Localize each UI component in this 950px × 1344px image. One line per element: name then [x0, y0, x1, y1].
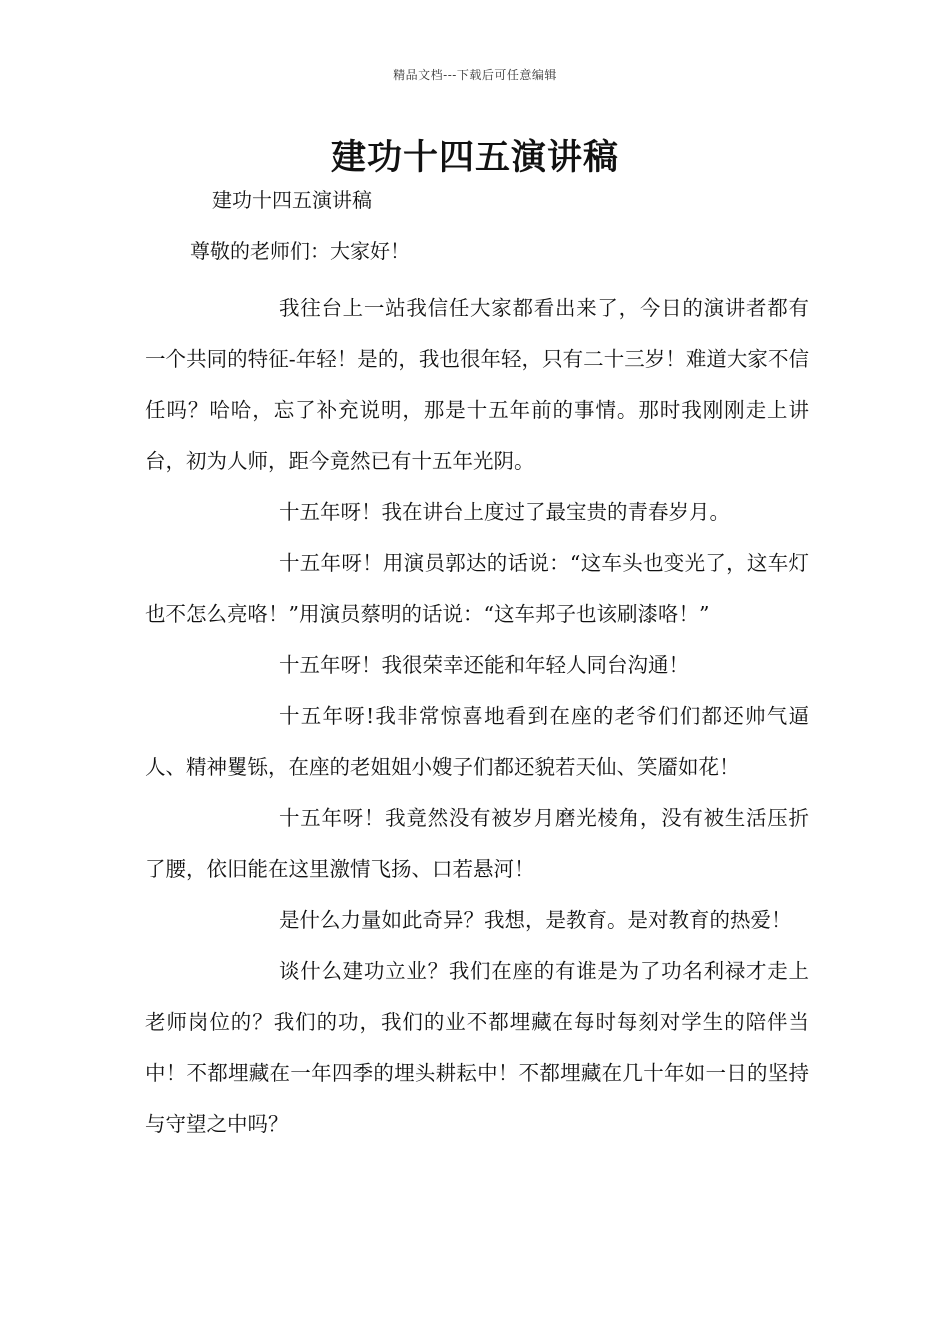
document-subtitle: 建功十四五演讲稿 [212, 188, 372, 212]
speech-body [145, 283, 809, 1150]
paragraph: 十五年呀！用演员郭达的话说：“这车头也变光了，这车灯也不怎么亮咯！”用演员蔡明的话说：“这车邦子也该刷漆咯！” [145, 551, 809, 626]
page-header-note: 精品文档---下载后可任意编辑 [393, 68, 557, 82]
paragraph: 十五年呀！我在讲台上度过了最宝贵的青春岁月。 [279, 500, 730, 524]
paragraph: 十五年呀！我竟然没有被岁月磨光棱角，没有被生活压折了腰，依旧能在这里激情飞扬、口若悬河！ [145, 806, 809, 881]
paragraph: 十五年呀!我非常惊喜地看到在座的老爷们们都还帅气逼人、精神矍铄，在座的老姐姐小嫂子们都还貌若天仙、笑靥如花！ [145, 704, 809, 779]
paragraph: 谈什么建功立业？我们在座的有谁是为了功名利禄才走上老师岗位的？我们的功，我们的业不都埋藏在每时每刻对学生的陪伴当中！不都埋藏在一年四季的埋头耕耘中！不都埋藏在几十年如一日的坚持与守望之中吗？ [145, 959, 809, 1136]
greeting-line: 尊敬的老师们：大家好！ [190, 239, 410, 263]
document-title: 建功十四五演讲稿 [330, 138, 619, 178]
paragraph: 十五年呀！我很荣幸还能和年轻人同台沟通！ [279, 653, 689, 677]
paragraph: 我往台上一站我信任大家都看出来了，今日的演讲者都有一个共同的特征-年轻！是的，我也很年轻，只有二十三岁！难道大家不信任吗？哈哈，忘了补充说明，那是十五年前的事情。那时我刚刚走上讲台，初为人师，距今竟然已有十五年光阴。 [145, 296, 809, 473]
paragraph: 是什么力量如此奇异？我想，是教育。是对教育的热爱！ [279, 908, 792, 932]
